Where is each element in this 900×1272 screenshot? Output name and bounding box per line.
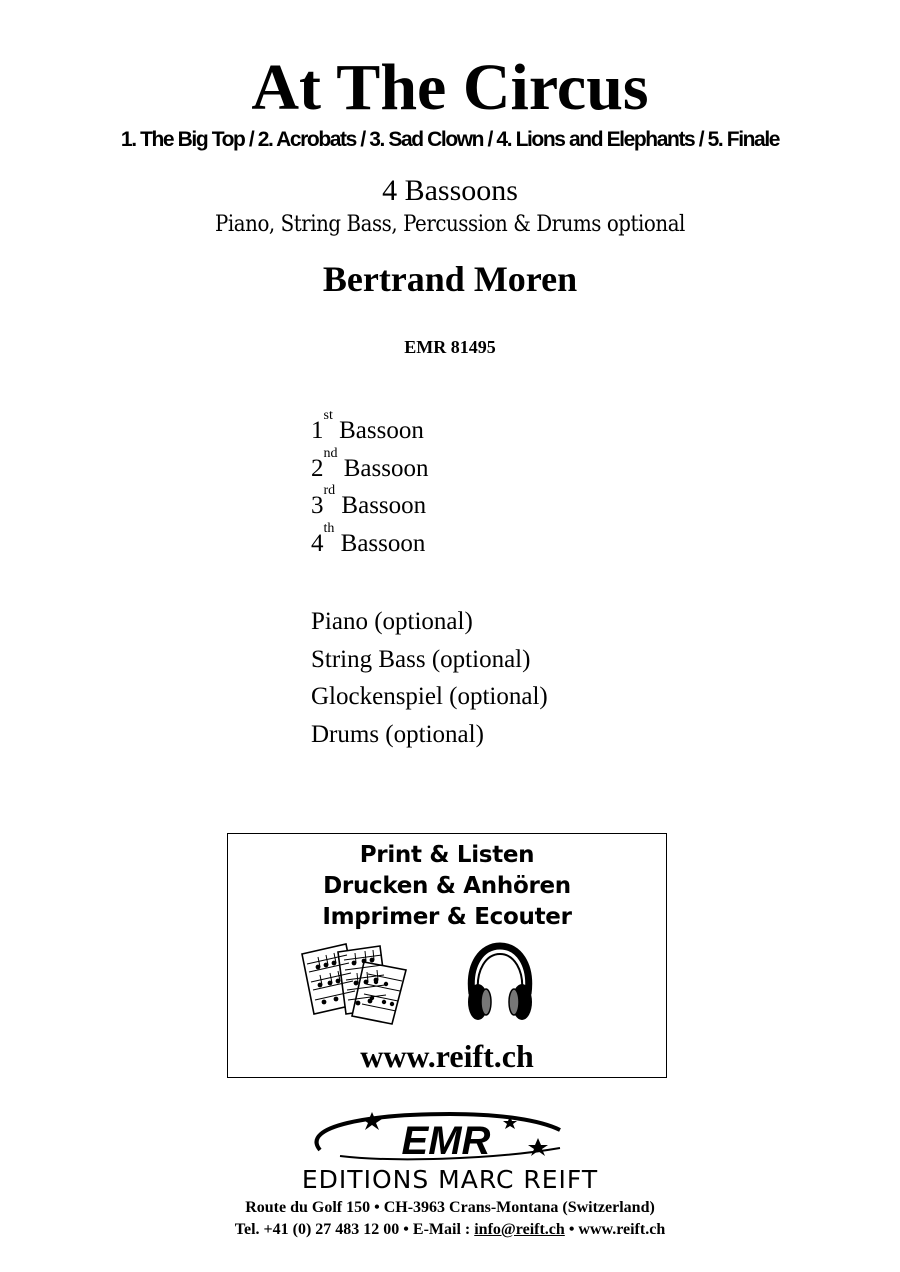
part-item: String Bass (optional) — [311, 645, 531, 673]
part-item: Drums (optional) — [311, 721, 484, 749]
part-item: 2nd Bassoon — [311, 445, 429, 482]
promo-url[interactable]: www.reift.ch — [360, 1038, 534, 1074]
instrumentation: 4 Bassoons — [382, 174, 518, 207]
email-link[interactable]: info@reift.ch — [474, 1221, 565, 1238]
optional-instruments: Piano, String Bass, Percussion & Drums optional — [215, 212, 685, 237]
title: At The Circus — [251, 51, 649, 124]
headphones-icon — [464, 942, 536, 1026]
publisher-contact: Tel. +41 (0) 27 483 12 00 • E-Mail : info@reift.ch • www.reift.ch — [234, 1221, 666, 1238]
part-item: Piano (optional) — [311, 608, 473, 635]
subtitle-movements: 1. The Big Top / 2. Acrobats / 3. Sad Clown / 4. Lions and Elephants / 5. Finale — [120, 128, 780, 151]
print-listen-box — [227, 833, 667, 1078]
promo-line-en: Print & Listen — [359, 842, 535, 868]
publisher-name: EDITIONS MARC REIFT — [301, 1165, 599, 1194]
publisher-address: Route du Golf 150 • CH-3963 Crans-Montana (Switzerland) — [245, 1199, 655, 1216]
part-item: 4th Bassoon — [311, 521, 426, 558]
part-item: 1st Bassoon — [311, 408, 424, 444]
logo-text: EMR — [401, 1119, 491, 1163]
parts-list-main — [311, 408, 429, 563]
promo-line-fr: Imprimer & Ecouter — [322, 904, 572, 930]
parts-list-optional — [311, 603, 548, 754]
part-item: Glockenspiel (optional) — [311, 683, 548, 711]
part-item: 3rd Bassoon — [311, 483, 427, 520]
promo-line-de: Drucken & Anhören — [323, 873, 571, 899]
catalog-number: EMR 81495 — [404, 337, 496, 357]
sheet-music-icon — [300, 942, 412, 1026]
composer: Bertrand Moren — [322, 259, 578, 299]
emr-logo — [310, 1108, 590, 1164]
